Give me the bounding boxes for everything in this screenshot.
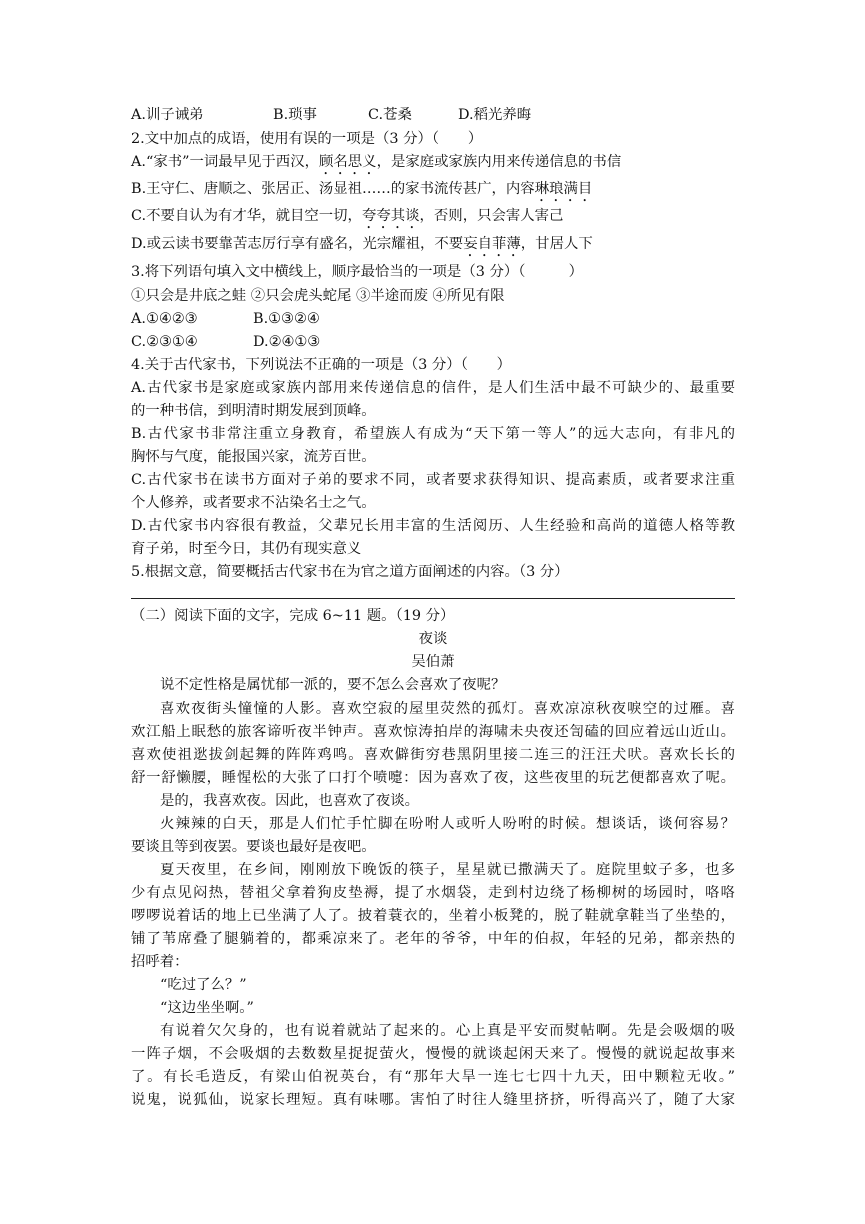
paragraph-5-line3: 啰啰说着话的地上已坐满了人了。披着蓑衣的，坐着小板凳的，脱了鞋就拿鞋当了坐垫的， bbox=[131, 908, 735, 924]
q4-option-a-line2: 的一种书信，到明清时期发展到顶峰。 bbox=[131, 403, 376, 419]
section-divider bbox=[131, 598, 735, 599]
q1-option-c: C.苍桑 bbox=[368, 107, 412, 123]
paragraph-2-line1: 喜欢夜街头憧憧的人影。喜欢空寂的屋里荧然的孤灯。喜欢凉凉秋夜唳空的过雁。喜 bbox=[160, 701, 735, 717]
q2-idiom-a: 顾名思义 bbox=[318, 154, 377, 170]
q3-items: ①只会是井底之蛙 ②只会虎头蛇尾 ③半途而废 ④所见有限 bbox=[131, 288, 505, 304]
q4-option-b-line1: B.古代家书非常注重立身教育，希望族人有成为“天下第一等人”的远大志向，有非凡的 bbox=[131, 426, 735, 442]
q4-stem: 4.关于古代家书，下列说法不正确的一项是（3 分）（ ） bbox=[131, 357, 512, 373]
paragraph-5-line1: 夏天夜里，在乡间，刚刚放下晚饭的筷子，星星就已撒满天了。庭院里蚊子多，也多 bbox=[160, 862, 735, 878]
q3-stem: 3.将下列语句填入文中横线上，顺序最恰当的一项是（3 分）（ ） bbox=[131, 264, 583, 280]
q3-option-a: A.①④②③ bbox=[131, 311, 198, 327]
q1-option-d: D.稻光养晦 bbox=[458, 107, 532, 123]
q5-stem: 5.根据文意，简要概括古代家书在为官之道方面阐述的内容。（3 分） bbox=[131, 564, 569, 580]
article-author: 吴伯萧 bbox=[411, 654, 455, 670]
paragraph-2-line3: 喜欢使祖逖拔剑起舞的阵阵鸡鸣。喜欢僻街穷巷黑阴里接二连三的汪汪犬吠。喜欢长长的 bbox=[131, 747, 735, 763]
paragraph-1: 说不定性格是属忧郁一派的，要不怎么会喜欢了夜呢？ bbox=[160, 677, 506, 693]
q4-option-a-line1: A.古代家书是家庭或家族内部用来传递信息的信件，是人们生活中最不可缺少的、最重要 bbox=[131, 380, 735, 396]
dialogue-line-2: “这边坐坐啊。” bbox=[160, 1000, 254, 1016]
q2-idiom-d: 妄自菲薄 bbox=[463, 236, 521, 252]
paragraph-6-line4: 说鬼，说狐仙，说家长理短。真有味哪。害怕了时往人缝里挤挤，听得高兴了，随了大家 bbox=[131, 1092, 735, 1108]
q4-option-d-line1: D.古代家书内容很有教益，父辈兄长用丰富的生活阅历、人生经验和高尚的道德人格等教 bbox=[131, 518, 735, 534]
paragraph-4-line2: 要谈且等到夜罢。要谈也最好是夜吧。 bbox=[131, 839, 376, 855]
q2-idiom-c: 夸夸其谈 bbox=[361, 208, 420, 224]
section2-heading: （二）阅读下面的文字，完成 6~11 题。（19 分） bbox=[131, 608, 455, 624]
article-title: 夜谈 bbox=[418, 631, 448, 647]
q2-option-c: C.不要自认为有才华，就目空一切，夸夸其谈，否则，只会害人害己 bbox=[131, 208, 564, 224]
paragraph-6-line1: 有说着欠欠身的，也有说着就站了起来的。心上真是平安而熨帖啊。先是会吸烟的吸 bbox=[160, 1023, 735, 1039]
q3-options-row2 bbox=[131, 331, 735, 353]
q2-stem: 2.文中加点的成语，使用有误的一项是（3 分）（ ） bbox=[131, 131, 483, 147]
paragraph-6-line2: 一阵子烟，不会吸烟的去数数星捉捉萤火，慢慢的就谈起闲天来了。慢慢的就说起故事来 bbox=[131, 1046, 735, 1062]
q1-options bbox=[131, 104, 735, 126]
paragraph-4-line1: 火辣辣的白天，那是人们忙手忙脚在吩咐人或听人吩咐的时候。想谈话，谈何容易？ bbox=[160, 816, 735, 832]
q3-option-d: D.②④①③ bbox=[253, 334, 321, 350]
q2-option-b: B.王守仁、唐顺之、张居正、汤显祖……的家书流传甚广，内容琳琅满目 bbox=[131, 181, 593, 197]
q2-option-d: D.或云读书要靠苦志厉行享有盛名，光宗耀祖，不要妄自菲薄，甘居人下 bbox=[131, 236, 593, 252]
q3-option-b: B.①③②④ bbox=[253, 311, 320, 327]
dialogue-line-1: “吃过了么？” bbox=[160, 977, 247, 993]
q2-idiom-b: 琳琅满目 bbox=[534, 181, 593, 197]
q4-option-c-line2: 个人修养，或者要求不沾染名士之气。 bbox=[131, 495, 376, 511]
q3-options-row1 bbox=[131, 308, 735, 330]
q4-option-d-line2: 育子弟，时至今日，其仍有现实意义 bbox=[131, 541, 362, 557]
paragraph-6-line3: 了。有长毛造反，有梁山伯祝英台，有“那年大旱一连七七四十九天，田中颗粒无收。” bbox=[131, 1069, 735, 1085]
q4-option-c-line1: C.古代家书在读书方面对子弟的要求不同，或者要求获得知识、提高素质，或者要求注重 bbox=[131, 472, 735, 488]
q2-option-a: A.“家书”一词最早见于西汉，顾名思义，是家庭或家族内用来传递信息的书信 bbox=[131, 154, 622, 170]
paragraph-5-line2: 少有点见闷热，替祖父拿着狗皮垫褥，提了水烟袋，走到村边绕了杨柳树的场园时，咯咯 bbox=[131, 885, 735, 901]
q3-option-c: C.②③①④ bbox=[131, 334, 198, 350]
paragraph-2-line2: 欢江船上眠愁的旅客谛听夜半钟声。喜欢惊涛拍岸的海啸未央夜还訇磕的回应着远山近山。 bbox=[131, 724, 735, 740]
paragraph-5-line5: 招呼着： bbox=[131, 954, 189, 970]
paragraph-2-line4: 舒一舒懒腰，睡惺松的大张了口打个喷嚏：因为喜欢了夜，这些夜里的玩艺便都喜欢了呢。 bbox=[131, 770, 735, 786]
q4-option-b-line2: 胸怀与气度，能报国兴家，流芳百世。 bbox=[131, 449, 376, 465]
paragraph-5-line4: 铺了苇席叠了腿躺着的，都乘凉来了。老年的爷爷，中年的伯叔，年轻的兄弟，都亲热的 bbox=[131, 931, 735, 947]
q1-option-b: B.琐事 bbox=[273, 107, 317, 123]
paragraph-3: 是的，我喜欢夜。因此，也喜欢了夜谈。 bbox=[160, 793, 420, 809]
q1-option-a: A.训子诫弟 bbox=[131, 107, 204, 123]
